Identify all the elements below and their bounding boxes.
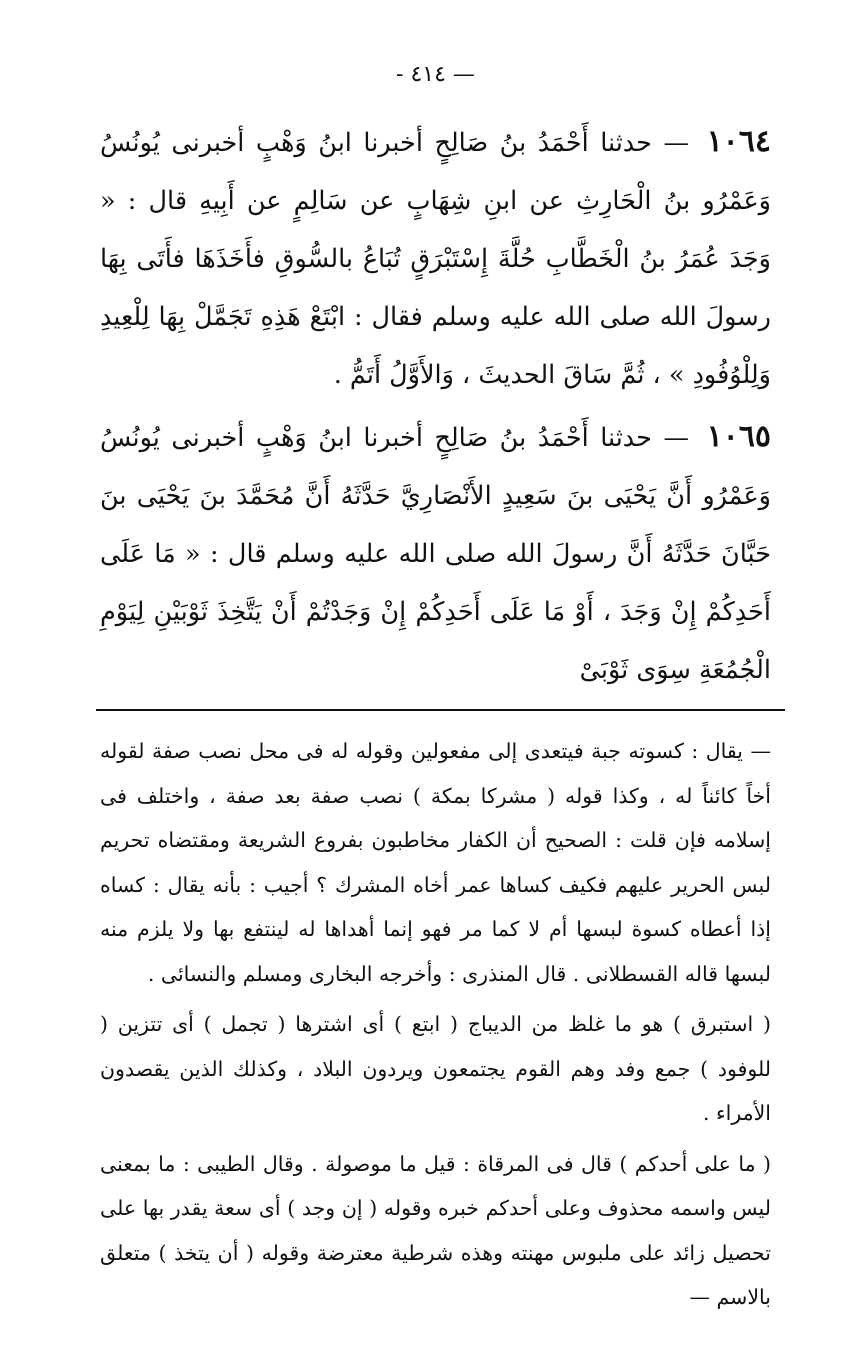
hadith-number: ١٠٦٥ [706,419,772,454]
hadith-1065 [100,408,771,699]
hadith-1064 [100,113,771,404]
footnote-paragraph: — يقال : كسوته جبة فيتعدى إلى مفعولين وقوله له فى محل نصب صفة لقوله أخاً كائناً له ، وكذا قوله ( مشركا بمكة ) نصب صفة بعد صفة ، واختلف فى إسلامه فإن قلت : الصحيح أن الكفار مخاطبون بفروع الشريعة ومقتضاه تحريم لبس الحرير عليهم فكيف كساها عمر أخاه المشرك ؟ أجيب : بأنه يقال : كساه إذا أعطاه كسوة لبسها أم لا كما مر فهو إنما أهداها له لينتفع بها ولا يلزم منه لبسها قاله القسطلانى . قال المنذرى : وأخرجه البخارى ومسلم والنسائى . [100,739,771,986]
hadith-text: — حدثنا أَحْمَدُ بنُ صَالِحٍ أخبرنا ابنُ وَهْبٍ أخبرنى يُونُسُ وَعَمْرُو بنُ الْحَارِثِ عن ابنِ شِهَابٍ عن سَالِمٍ عن أَبِيهِ قال : « وَجَدَ عُمَرُ بنُ الْخَطَّابِ حُلَّةَ إِسْتَبْرَقٍ تُبَاعُ بالسُّوقِ فأَخَذَهَا فأَتَى بِهَا رسولَ الله صلى الله عليه وسلم فقال : ابْتَعْ هَذِهِ تَجَمَّلْ بِهَا لِلْعِيدِ وَلِلْوُفُودِ » ، ثُمَّ سَاقَ الحديثَ ، وَالأَوَّلُ أَتَمُّ . [100,128,771,390]
footnote-divider [96,709,785,711]
page-number: — ٤١٤ - [396,62,475,87]
hadith-text: — حدثنا أَحْمَدُ بنُ صَالِحٍ أخبرنا ابنُ وَهْبٍ أخبرنى يُونُسُ وَعَمْرُو أَنَّ يَحْيَى بنَ سَعِيدٍ الأَنْصَارِيَّ حَدَّثَهُ أَنَّ مُحَمَّدَ بنَ يَحْيَى بنَ حَبَّانَ حَدَّثَهُ أَنَّ رسولَ الله صلى الله عليه وسلم قال : « مَا عَلَى أَحَدِكُمْ إِنْ وَجَدَ ، أَوْ مَا عَلَى أَحَدِكُمْ إِنْ وَجَدْتُمْ أَنْ يَتَّخِذَ ثَوْبَيْنِ لِيَوْمِ الْجُمُعَةِ سِوَى ثَوْبَىْ [100,423,771,685]
footnote-paragraph: ( ما على أحدكم ) قال فى المرقاة : قيل ما موصولة . وقال الطيبى : ما بمعنى ليس واسمه محذوف وعلى أحدكم خبره وقوله ( إن وجد ) أى سعة يقدر بها على تحصيل زائد على ملبوس مهنته وهذه شرطية معترضة وقوله ( أن يتخذ ) متعلق بالاسم — [100,1151,771,1309]
hadith-number: ١٠٦٤ [706,124,772,159]
footnote-paragraph: ( استبرق ) هو ما غلظ من الديباج ( ابتع ) أى اشترها ( تجمل ) أى تتزين ( للوفود ) جمع وفد وهم القوم يجتمعون ويردون البلاد ، وكذلك الذين يقصدون الأمراء . [100,1012,771,1125]
